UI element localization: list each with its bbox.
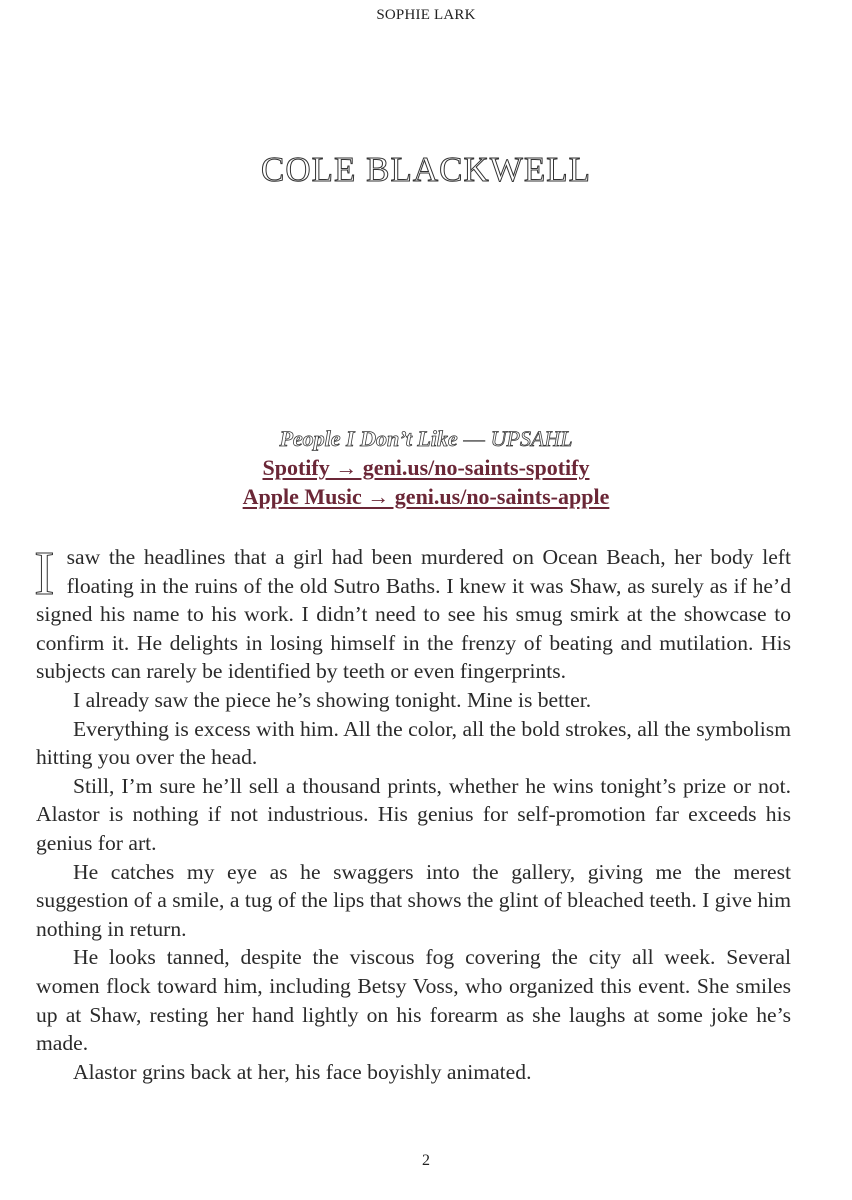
song-artist: UPSAHL xyxy=(490,426,573,451)
running-header: SOPHIE LARK xyxy=(376,7,476,23)
paragraph: He looks tanned, despite the viscous fog covering the city all week. Several women flock toward him, including Betsy Voss, who organized this event. She smiles up at Shaw, resting her hand lightly on his forearm as she laughs at some joke he’s made. xyxy=(36,945,791,1056)
paragraph: Still, I’m sure he’ll sell a thousand prints, whether he wins tonight’s prize or not. Alastor is nothing if not industrious. His genius for self-promotion far exceeds his genius for art. xyxy=(36,773,791,855)
apple-music-link[interactable]: Apple Music → geni.us/no-saints-apple xyxy=(242,484,610,509)
paragraph-text: saw the headlines that a girl had been murdered on Ocean Beach, her body left floating in the ruins of the old Sutro Baths. I knew it was Shaw, as surely as if he’d signed his name to his work. I didn’t need to see his smug smirk at the showcase to confirm it. He delights in losing himself in the frenzy of beating and mutilation. His subjects can rarely be identified by teeth or even fingerprints. xyxy=(36,545,791,684)
paragraph: Alastor grins back at her, his face boyishly animated. xyxy=(73,1059,532,1084)
song-credit xyxy=(0,424,852,453)
paragraph: Everything is excess with him. All the color, all the bold strokes, all the symbolism hitting you over the head. xyxy=(36,716,791,770)
paragraph: He catches my eye as he swaggers into the gallery, giving me the merest suggestion of a smile, a tug of the lips that shows the glint of bleached teeth. I give him nothing in return. xyxy=(36,859,791,941)
song-recommendation xyxy=(0,424,852,511)
paragraph: I already saw the piece he’s showing tonight. Mine is better. xyxy=(73,687,592,712)
spotify-link[interactable]: Spotify → geni.us/no-saints-spotify xyxy=(262,455,590,480)
chapter-body xyxy=(34,540,791,1086)
paragraph xyxy=(34,540,791,686)
song-title: People I Don’t Like xyxy=(279,426,458,451)
drop-cap: I xyxy=(34,540,55,608)
song-separator: — xyxy=(457,426,491,451)
page-number: 2 xyxy=(422,1152,430,1169)
chapter-title: COLE BLACKWELL xyxy=(261,150,591,189)
